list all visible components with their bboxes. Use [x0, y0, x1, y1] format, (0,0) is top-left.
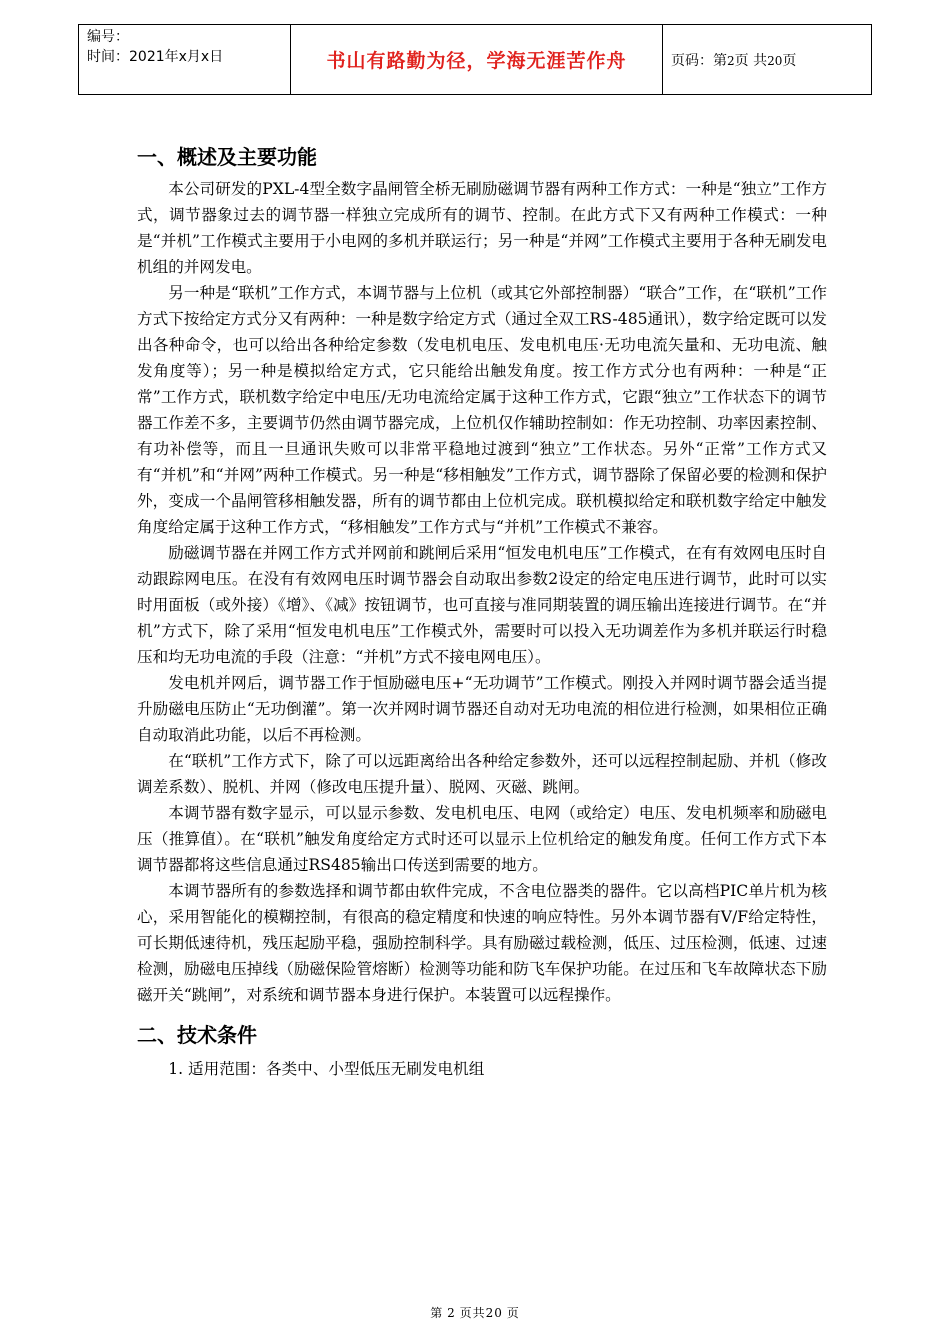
paragraph: 励磁调节器在并网工作方式并网前和跳闸后采用“恒发电机电压”工作模式，在有有效网电压时自动跟踪网电压。在没有有效网电压时调节器会自动取出参数2设定的给定电压进行调节，此时可以实时用面板（或外接）《增》、《减》按钮调节，也可直接与准同期装置的调压输出连接进行调节。在“并机”方式下，除了采用“恒发电机电压”工作模式外，需要时可以投入无功调差作为多机并联运行时稳压和均无功电流的手段（注意：“并机”方式不接电网电压）。	[137, 544, 827, 666]
header-motto-cell	[291, 25, 663, 95]
section-heading-technical-conditions: 二、技术条件	[137, 1023, 257, 1047]
paragraph: 在“联机”工作方式下，除了可以远距离给出各种给定参数外，还可以远程控制起励、并机（修改调差系数）、脱机、并网（修改电压提升量）、脱网、灭磁、跳闸。	[137, 752, 827, 796]
page-header	[78, 24, 872, 95]
list-item: 1. 适用范围：各类中、小型低压无刷发电机组	[168, 1060, 485, 1078]
document-body	[137, 142, 827, 1082]
document-time-label: 时间：2021年x月x日	[87, 49, 224, 65]
footer-mid: 页共	[459, 1306, 486, 1320]
header-page-suffix: 页	[782, 52, 797, 69]
footer-page-current: 2	[447, 1306, 456, 1320]
header-page-total: 20	[767, 53, 783, 68]
paragraph: 本调节器所有的参数选择和调节都由软件完成，不含电位器类的器件。它以高档PIC单片机为核心，采用智能化的模糊控制，有很高的稳定精度和快速的响应特性。另外本调节器有V/F给定特性，可长期低速待机，残压起励平稳，强励控制科学。具有励磁过载检测，低压、过压检测，低速、过速检测，励磁电压掉线（励磁保险管熔断）检测等功能和防飞车保护功能。在过压和飞车故障状态下励磁开关“跳闸”，对系统和调节器本身进行保护。本装置可以远程操作。	[137, 882, 827, 1004]
paragraph: 本调节器有数字显示，可以显示参数、发电机电压、电网（或给定）电压、发电机频率和励磁电压（推算值）。在“联机”触发角度给定方式时还可以显示上位机给定的触发角度。任何工作方式下本调节器都将这些信息通过RS485输出口传送到需要的地方。	[137, 804, 827, 874]
paragraph: 本公司研发的PXL-4型全数字晶闸管全桥无刷励磁调节器有两种工作方式：一种是“独立”工作方式，调节器象过去的调节器一样独立完成所有的调节、控制。在此方式下又有两种工作模式：一种是“并机”工作模式主要用于小电网的多机并联运行；另一种是“并网”工作模式主要用于各种无刷发电机组的并网发电。	[137, 180, 827, 276]
footer-suffix: 页	[506, 1306, 520, 1320]
paragraph: 发电机并网后，调节器工作于恒励磁电压+“无功调节”工作模式。刚投入并网时调节器会适当提升励磁电压防止“无功倒灌”。第一次并网时调节器还自动对无功电流的相位进行检测，如果相位正确自动取消此功能，以后不再检测。	[137, 674, 827, 744]
section-heading-overview: 一、概述及主要功能	[137, 145, 317, 169]
header-page-mid: 页 共	[734, 52, 768, 69]
header-motto: 书山有路勤为径，学海无涯苦作舟	[326, 50, 627, 72]
footer-page-total: 20	[485, 1306, 503, 1320]
footer-prefix: 第	[430, 1306, 444, 1320]
document-number-label: 编号：	[87, 29, 129, 45]
header-page-cell	[663, 25, 872, 95]
header-info-cell	[79, 25, 291, 95]
page-footer	[0, 1304, 950, 1321]
paragraph: 另一种是“联机”工作方式，本调节器与上位机（或其它外部控制器）“联合”工作，在“联机”工作方式下按给定方式分又有两种：一种是数字给定方式（通过全双工RS-485通讯），数字给定既可以发出各种命令，也可以给出各种给定参数（发电机电压、发电机电压·无功电流矢量和、无功电流、触发角度等）；另一种是模拟给定方式，它只能给出触发角度。按工作方式分也有两种：一种是“正常”工作方式，联机数字给定中电压/无功电流给定属于这种工作方式，它跟“独立”工作状态下的调节器工作差不多，主要调节仍然由调节器完成，上位机仅作辅助控制如：作无功控制、功率因素控制、有功补偿等，而且一旦通讯失败可以非常平稳地过渡到“独立”工作状态。另外“正常”工作方式又有“并机”和“并网”两种工作模式。另一种是“移相触发”工作方式，调节器除了保留必要的检测和保护外，变成一个晶闸管移相触发器，所有的调节都由上位机完成。联机模拟给定和联机数字给定中触发角度给定属于这种工作方式，“移相触发”工作方式与“并机”工作模式不兼容。	[137, 284, 827, 536]
header-page-prefix: 页码：第	[671, 52, 727, 69]
header-page-current: 2	[727, 53, 735, 68]
